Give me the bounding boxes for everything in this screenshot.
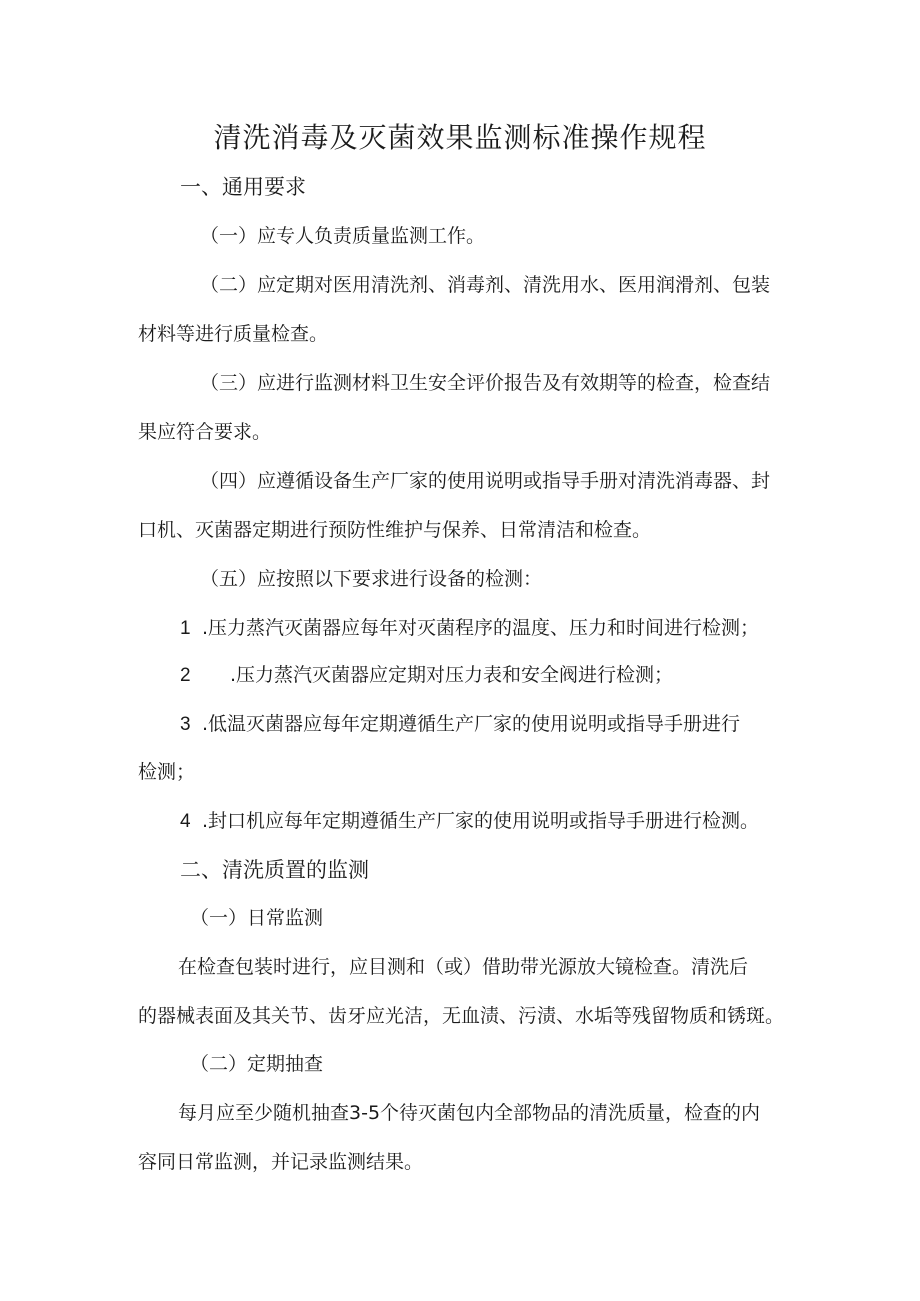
paragraph-line: 容同日常监测，并记录监测结果。: [138, 1151, 424, 1173]
paragraph-line: 每月应至少随机抽查3-5个待灭菌包内全部物品的清洗质量，检查的内: [178, 1102, 761, 1124]
list-item-number: 3: [180, 714, 191, 735]
paragraph-line: （四）应遵循设备生产厂家的使用说明或指导手册对清洗消毒器、封: [200, 470, 771, 492]
document-title: 清洗消毒及灭菌效果监测标准操作规程: [213, 121, 707, 154]
list-item-number: 4: [180, 811, 191, 832]
section-heading-general: 一、通用要求: [180, 175, 306, 199]
section-heading-cleaning: 二、清洗质置的监测: [180, 858, 369, 882]
paragraph-line: （一）应专人负责质量监测工作。: [200, 225, 486, 247]
list-item-text: .压力蒸汽灭菌器应每年对灭菌程序的温度、压力和时间进行检测；: [202, 617, 760, 639]
paragraph-line: 口机、灭菌器定期进行预防性维护与保养、日常清洁和检查。: [138, 519, 652, 541]
list-item-text: .压力蒸汽灭菌器应定期对压力表和安全阀进行检测；: [230, 664, 674, 686]
list-item-number: 1: [180, 618, 191, 639]
paragraph-line: 在检查包装时进行，应目测和（或）借助带光源放大镜检查。清洗后: [178, 956, 749, 978]
list-item-text: .低温灭菌器应每年定期遵循生产厂家的使用说明或指导手册进行: [202, 713, 741, 735]
paragraph-line: （五）应按照以下要求进行设备的检测：: [200, 568, 543, 590]
paragraph-line: （二）应定期对医用清洗剂、消毒剂、清洗用水、医用润滑剂、包装: [200, 274, 771, 296]
list-item: [180, 710, 740, 739]
subheading-daily: （一）日常监测: [190, 907, 324, 929]
list-item: [180, 661, 673, 690]
list-item-number: 2: [180, 665, 191, 686]
list-item: [180, 807, 759, 836]
list-item-text: .封口机应每年定期遵循生产厂家的使用说明或指导手册进行检测。: [202, 810, 760, 832]
paragraph-line: （三）应进行监测材料卫生安全评价报告及有效期等的检查，检查结: [200, 372, 771, 394]
paragraph-line: 的器械表面及其关节、齿牙应光洁，无血渍、污渍、水垢等残留物质和锈斑。: [138, 1005, 785, 1027]
paragraph-line: 果应符合要求。: [138, 421, 272, 443]
paragraph-line: 材料等进行质量检查。: [138, 323, 329, 345]
subheading-periodic: （二）定期抽查: [190, 1053, 324, 1075]
list-item: [180, 614, 759, 643]
list-item-continuation: 检测；: [138, 761, 196, 783]
